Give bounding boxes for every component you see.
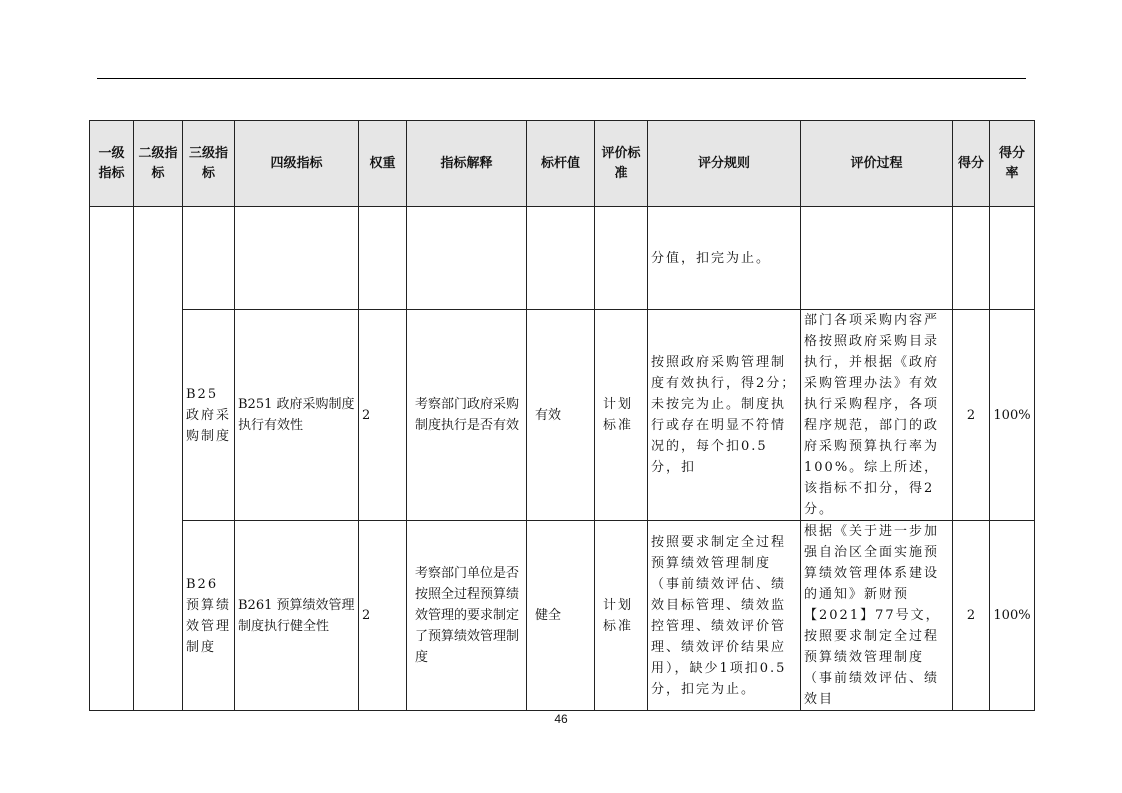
cell-explain: 考察部门政府采购制度执行是否有效 (407, 310, 527, 521)
cell-l3 (183, 207, 235, 310)
header-benchmark: 标杆值 (527, 121, 595, 207)
cell-l3: B25 政府采购制度 (183, 310, 235, 521)
cell-l4: B251 政府采购制度执行有效性 (235, 310, 359, 521)
cell-benchmark: 健全 (527, 521, 595, 711)
cell-rule: 分值，扣完为止。 (648, 207, 801, 310)
cell-rate (990, 207, 1035, 310)
cell-l3: B26 预算绩效管理制度 (183, 521, 235, 711)
header-row (90, 121, 1035, 207)
cell-standard (595, 207, 648, 310)
cell-l1 (90, 207, 134, 711)
cell-l2 (134, 207, 183, 711)
cell-weight: 2 (359, 310, 407, 521)
header-l4: 四级指标 (235, 121, 359, 207)
header-l3: 三级指标 (183, 121, 235, 207)
cell-standard: 计划标准 (595, 521, 648, 711)
header-rule: 评分规则 (648, 121, 801, 207)
cell-l4: B261 预算绩效管理制度执行健全性 (235, 521, 359, 711)
header-rule (97, 78, 1026, 79)
cell-rule: 按照要求制定全过程预算绩效管理制度（事前绩效评估、绩效目标管理、绩效监控管理、绩效评价管理、绩效评价结果应用），缺少1项扣0.5分，扣完为止。 (648, 521, 801, 711)
table-row (90, 207, 1035, 310)
cell-rule: 按照政府采购管理制度有效执行，得2分；未按完为止。制度执行或存在明显不符情况的，每个扣0.5分，扣 (648, 310, 801, 521)
cell-benchmark: 有效 (527, 310, 595, 521)
cell-process: 部门各项采购内容严格按照政府采购目录执行，并根据《政府采购管理办法》有效执行采购程序，各项程序规范，部门的政府采购预算执行率为100%。综上所述，该指标不扣分，得2分。 (801, 310, 953, 521)
header-l2: 二级指标 (134, 121, 183, 207)
cell-benchmark (527, 207, 595, 310)
cell-rate: 100% (990, 310, 1035, 521)
cell-weight (359, 207, 407, 310)
header-weight: 权重 (359, 121, 407, 207)
cell-l4 (235, 207, 359, 310)
header-standard: 评价标准 (595, 121, 648, 207)
cell-explain (407, 207, 527, 310)
evaluation-table (89, 120, 1035, 711)
table-row (90, 521, 1035, 711)
header-score: 得分 (953, 121, 990, 207)
table-row (90, 310, 1035, 521)
page-number: 46 (554, 712, 568, 726)
cell-score: 2 (953, 521, 990, 711)
header-process: 评价过程 (801, 121, 953, 207)
cell-explain: 考察部门单位是否按照全过程预算绩效管理的要求制定了预算绩效管理制度 (407, 521, 527, 711)
cell-process: 根据《关于进一步加强自治区全面实施预算绩效管理体系建设的通知》新财预【2021】77号文，按照要求制定全过程预算绩效管理制度（事前绩效评估、绩效目 (801, 521, 953, 711)
header-explain: 指标解释 (407, 121, 527, 207)
cell-score (953, 207, 990, 310)
header-l1: 一级指标 (90, 121, 134, 207)
cell-rate: 100% (990, 521, 1035, 711)
header-rate: 得分率 (990, 121, 1035, 207)
cell-weight: 2 (359, 521, 407, 711)
cell-standard: 计划标准 (595, 310, 648, 521)
cell-process (801, 207, 953, 310)
cell-score: 2 (953, 310, 990, 521)
